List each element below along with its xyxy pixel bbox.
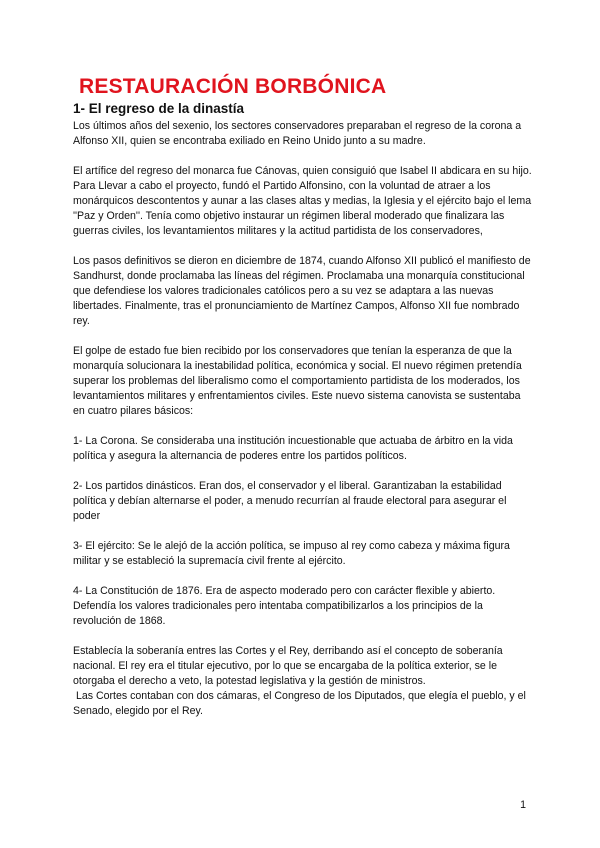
paragraph: Los últimos años del sexenio, los sectores conservadores preparaban el regreso de la corona a Alfonso XII, quien se encontraba exiliado en Reino Unido junto a su madre. — [73, 120, 522, 147]
paragraph: Las Cortes contaban con dos cámaras, el Congreso de los Diputados, que elegía el pueblo, y el Senado, elegido por el Rey. — [73, 690, 529, 717]
paragraph: 4- La Constitución de 1876. Era de aspecto moderado pero con carácter flexible y abierto. Defendía los valores tradicionales pero intentaba compatibilizarlos a los principios de la revolución de 1868. — [73, 585, 496, 627]
paragraph: Los pasos definitivos se dieron en diciembre de 1874, cuando Alfonso XII publicó el manifiesto de Sandhurst, donde proclamaba las líneas del régimen. Proclamaba una monarquía constitucional que defendiese los valores tradicionales católicos pero a su vez se adaptara a las nuevas libertades. Finalmente, tras el pronunciamiento de Martínez Campos, Alfonso XII fue nombrado rey. — [73, 255, 531, 327]
body-text — [73, 119, 533, 734]
page-number: 1 — [520, 799, 526, 811]
paragraph: El golpe de estado fue bien recibido por los conservadores que tenían la esperanza de que la monarquía solucionara la inestabilidad política, económica y social. El nuevo régimen pretendía superar los problemas del liberalismo como el comportamiento partidista de los moderados, los levantamientos militares y enfrentamientos civiles. Este nuevo sistema canovista se sustentaba en cuatro pilares básicos: — [73, 345, 522, 417]
paragraph: 1- La Corona. Se consideraba una institución incuestionable que actuaba de árbitro en la vida política y asegura la alternancia de poderes entre los partidos políticos. — [73, 435, 513, 462]
paragraph: 2- Los partidos dinásticos. Eran dos, el conservador y el liberal. Garantizaban la estabilidad política y debían alternarse el poder, a menudo recurrían al fraude electoral para asegurar el poder — [73, 480, 507, 522]
page-title: RESTAURACIÓN BORBÓNICA — [79, 75, 387, 98]
paragraph: Establecía la soberanía entres las Cortes y el Rey, derribando así el concepto de soberanía nacional. El rey era el titular ejecutivo, por lo que se encargaba de la política exterior, se le otorgaba el derecho a veto, la potestad legislativa y la gestión de ministros. — [73, 645, 503, 687]
paragraph: 3- El ejército: Se le alejó de la acción política, se impuso al rey como cabeza y máxima figura militar y se estableció la supremacía civil frente al ejército. — [73, 540, 510, 567]
paragraph: El artífice del regreso del monarca fue Cánovas, quien consiguió que Isabel II abdicara en su hijo. Para Llevar a cabo el proyecto, fundó el Partido Alfonsino, con la voluntad de atraer a los monárquicos descontentos y aunar a las clases altas y medias, la Iglesia y el ejército bajo el lema ''Paz y Orden''. Tenía como objetivo instaurar un régimen liberal moderado que finalizara las guerras civiles, los levantamientos militares y la actitud partidista de los conservadores, — [73, 165, 532, 237]
section-heading: 1- El regreso de la dinastía — [73, 101, 245, 116]
